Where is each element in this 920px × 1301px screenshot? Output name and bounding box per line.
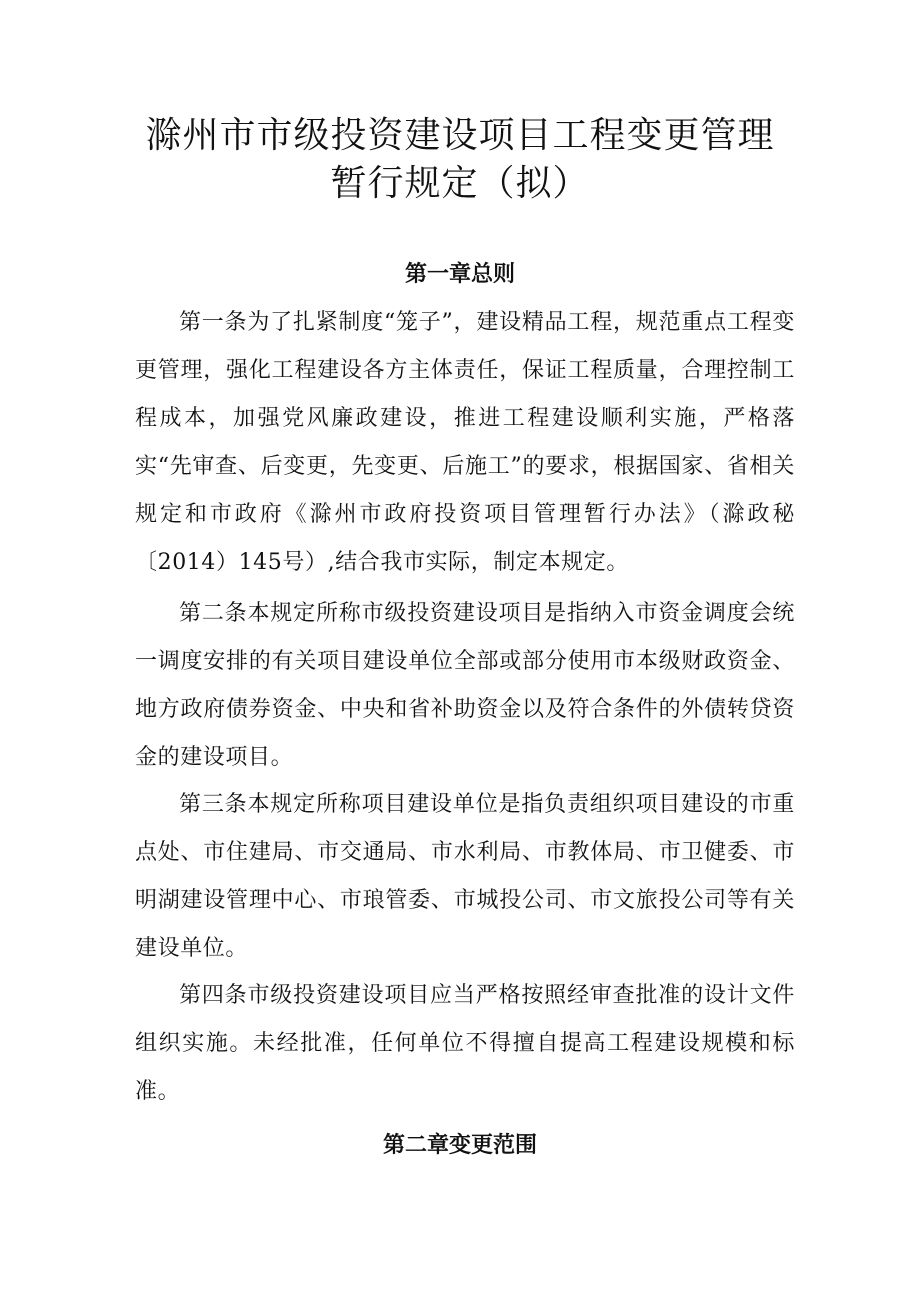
chapter-2-heading: 第二章变更范围 [382,1132,537,1158]
document-title-line-2: 暂行规定（拟） [330,163,590,204]
document-title-line-1: 滁州市市级投资建设项目工程变更管理 [145,115,775,156]
article-4: 第四条市级投资建设项目应当严格按照经审查批准的设计文件组织实施。未经批准，任何单位不得擅自提高工程建设规模和标准。 [135,983,795,1104]
article-3: 第三条本规定所称项目建设单位是指负责组织项目建设的市重点处、市住建局、市交通局、市水利局、市教体局、市卫健委、市明湖建设管理中心、市琅管委、市城投公司、市文旅投公司等有关建设单位。 [135,792,795,961]
chapter-1-heading: 第一章总则 [404,261,515,287]
article-2: 第二条本规定所称市级投资建设项目是指纳入市资金调度会统一调度安排的有关项目建设单位全部或部分使用市本级财政资金、地方政府债券资金、中央和省补助资金以及符合条件的外债转贷资金的建设项目。 [135,601,795,770]
article-1: 第一条为了扎紧制度“笼子”，建设精品工程，规范重点工程变更管理，强化工程建设各方主体责任，保证工程质量，合理控制工程成本，加强党风廉政建设，推进工程建设顺利实施，严格落实“先审查、后变更，先变更、后施工”的要求，根据国家、省相关规定和市政府《滁州市政府投资项目管理暂行办法》（滁政秘〔2014）145号）,结合我市实际，制定本规定。 [135,310,795,575]
